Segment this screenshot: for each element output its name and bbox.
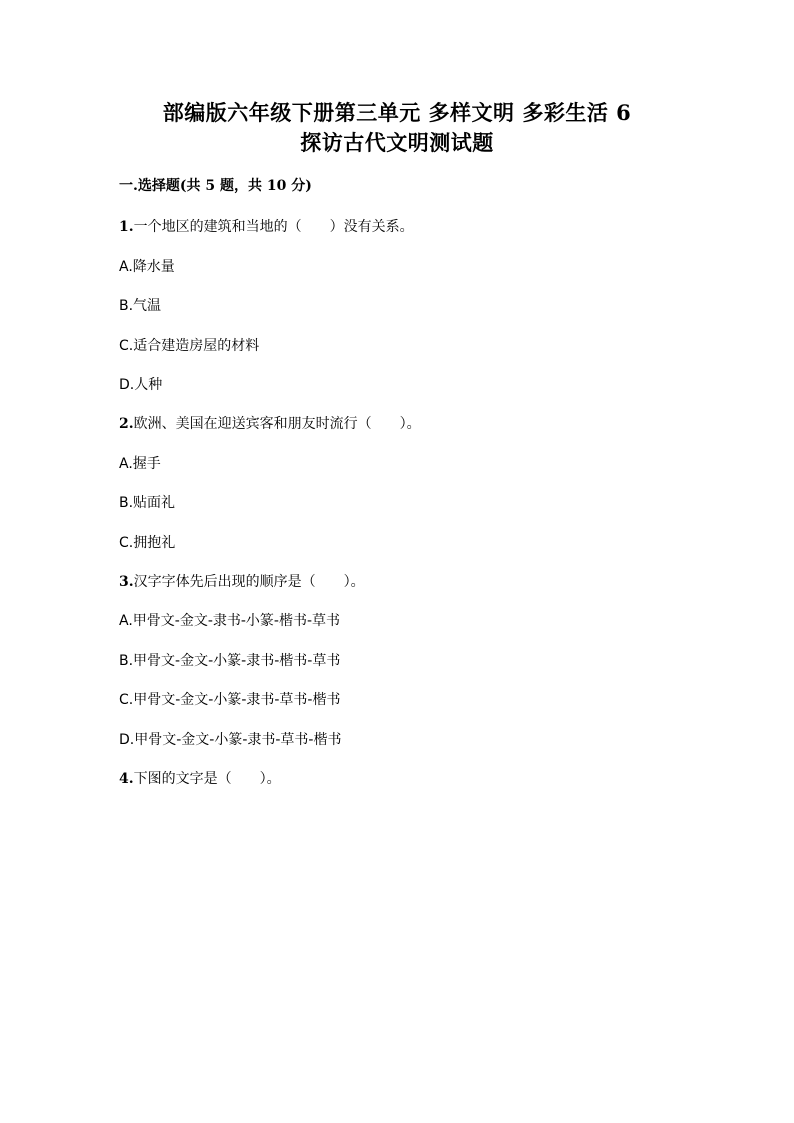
question-1-option-d: D.人种: [119, 377, 163, 393]
question-2-number: 2.: [119, 416, 134, 432]
question-1-number: 1.: [119, 219, 134, 235]
question-3-stem: 汉字字体先后出现的顺序是（ ）。: [133, 574, 365, 590]
question-2-option-a: A.握手: [119, 456, 161, 472]
question-1-option-b: B.气温: [119, 298, 162, 314]
question-2: [119, 414, 421, 434]
question-1-option-c: C.适合建造房屋的材料: [119, 338, 260, 354]
question-3-option-b: B.甲骨文-金文-小篆-隶书-楷书-草书: [119, 653, 341, 669]
document-title-line-2: 探访古代文明测试题: [300, 130, 494, 155]
document-title-line-1: 部编版六年级下册第三单元 多样文明 多彩生活 6: [162, 100, 632, 125]
question-4-number: 4.: [119, 771, 134, 787]
question-3-option-d: D.甲骨文-金文-小篆-隶书-草书-楷书: [119, 732, 342, 748]
question-3-option-c: C.甲骨文-金文-小篆-隶书-草书-楷书: [119, 692, 341, 708]
question-2-stem: 欧洲、美国在迎送宾客和朋友时流行（ ）。: [133, 416, 421, 432]
question-3-option-a: A.甲骨文-金文-隶书-小篆-楷书-草书: [119, 613, 341, 629]
question-4: [119, 769, 281, 789]
question-4-stem: 下图的文字是（ ）。: [133, 771, 281, 787]
question-1-option-a: A.降水量: [119, 259, 175, 275]
question-3-number: 3.: [119, 574, 134, 590]
question-2-option-b: B.贴面礼: [119, 495, 176, 511]
question-3: [119, 572, 365, 592]
question-1: [119, 217, 414, 237]
section-heading: 一.选择题(共 5 题，共 10 分): [119, 178, 312, 194]
question-2-option-c: C.拥抱礼: [119, 535, 176, 551]
question-1-stem: 一个地区的建筑和当地的（ ）没有关系。: [133, 219, 414, 235]
